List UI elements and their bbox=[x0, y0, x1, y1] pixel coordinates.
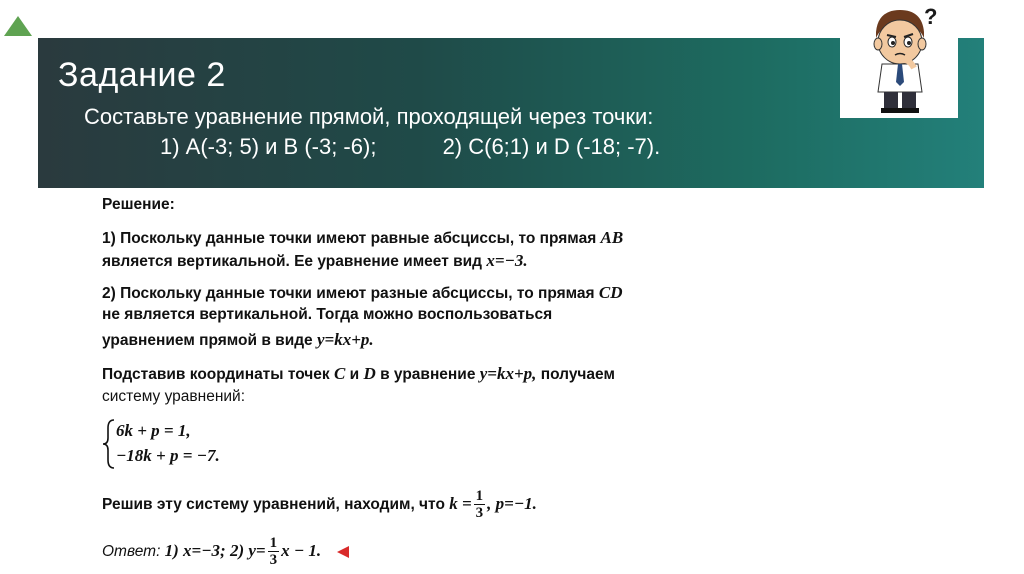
math-fragment: AB bbox=[600, 228, 624, 247]
answer-label: Ответ: bbox=[102, 543, 161, 560]
math-fragment: y=kx+p, bbox=[479, 364, 537, 383]
text-fragment: уравнением прямой в виде bbox=[102, 332, 317, 349]
text-fragment: является вертикальной. Ее уравнение имеет вид bbox=[102, 253, 487, 270]
solution-line: не является вертикальной. Тогда можно воспользоваться bbox=[102, 306, 553, 323]
red-pointer-icon bbox=[337, 546, 349, 558]
text-fragment: Решив эту систему уравнений, находим, что bbox=[102, 496, 450, 513]
text-fragment: и bbox=[345, 366, 364, 383]
task-points bbox=[160, 134, 660, 160]
text-fragment: 2) Поскольку данные точки имеют разные абсциссы, то прямая bbox=[102, 285, 599, 302]
system-brace-icon bbox=[102, 418, 116, 470]
math-fragment: C bbox=[333, 364, 346, 383]
svg-text:?: ? bbox=[924, 4, 938, 29]
math-fragment: k = bbox=[449, 494, 472, 513]
math-fragment: x − 1. bbox=[281, 541, 322, 560]
fraction bbox=[474, 488, 486, 521]
system-equation-1: 6k + p = 1, bbox=[116, 421, 191, 440]
math-fragment: , p=−1. bbox=[487, 494, 537, 513]
text-fragment: в уравнение bbox=[375, 366, 480, 383]
slide-title: Задание 2 bbox=[58, 56, 226, 94]
task-statement: Составьте уравнение прямой, проходящей через точки: bbox=[84, 104, 654, 129]
accent-triangle-icon bbox=[4, 16, 32, 36]
text-fragment: Подставив координаты точек bbox=[102, 366, 334, 383]
solution-line bbox=[102, 484, 537, 524]
solution-line bbox=[102, 283, 623, 303]
solution-line: систему уравнений: bbox=[102, 388, 246, 405]
math-fragment: x=−3. bbox=[486, 251, 528, 270]
fraction-denominator: 3 bbox=[269, 552, 278, 569]
math-fragment: y=kx+p. bbox=[317, 330, 374, 349]
solution-heading: Решение: bbox=[102, 196, 175, 213]
math-fragment: D bbox=[363, 364, 376, 383]
solution-line bbox=[102, 364, 615, 384]
system-equation-2: −18k + p = −7. bbox=[116, 446, 220, 465]
math-fragment: 1) x=−3; 2) y= bbox=[160, 541, 266, 560]
solution-line bbox=[102, 330, 374, 350]
task-part-1: 1) А(-3; 5) и В (-3; -6); bbox=[160, 134, 377, 159]
fraction bbox=[268, 535, 280, 568]
text-fragment: получаем bbox=[536, 366, 615, 383]
fraction-numerator: 1 bbox=[269, 535, 278, 552]
thinking-person-icon bbox=[858, 2, 948, 114]
fraction-numerator: 1 bbox=[475, 488, 484, 505]
fraction-denominator: 3 bbox=[475, 505, 484, 522]
solution-line bbox=[102, 228, 623, 248]
solution-line bbox=[102, 251, 528, 271]
math-fragment: CD bbox=[598, 283, 623, 302]
text-fragment: 1) Поскольку данные точки имеют равные абсциссы, то прямая bbox=[102, 230, 601, 247]
answer-line bbox=[102, 531, 349, 571]
task-part-2: 2) С(6;1) и D (-18; -7). bbox=[442, 134, 661, 159]
